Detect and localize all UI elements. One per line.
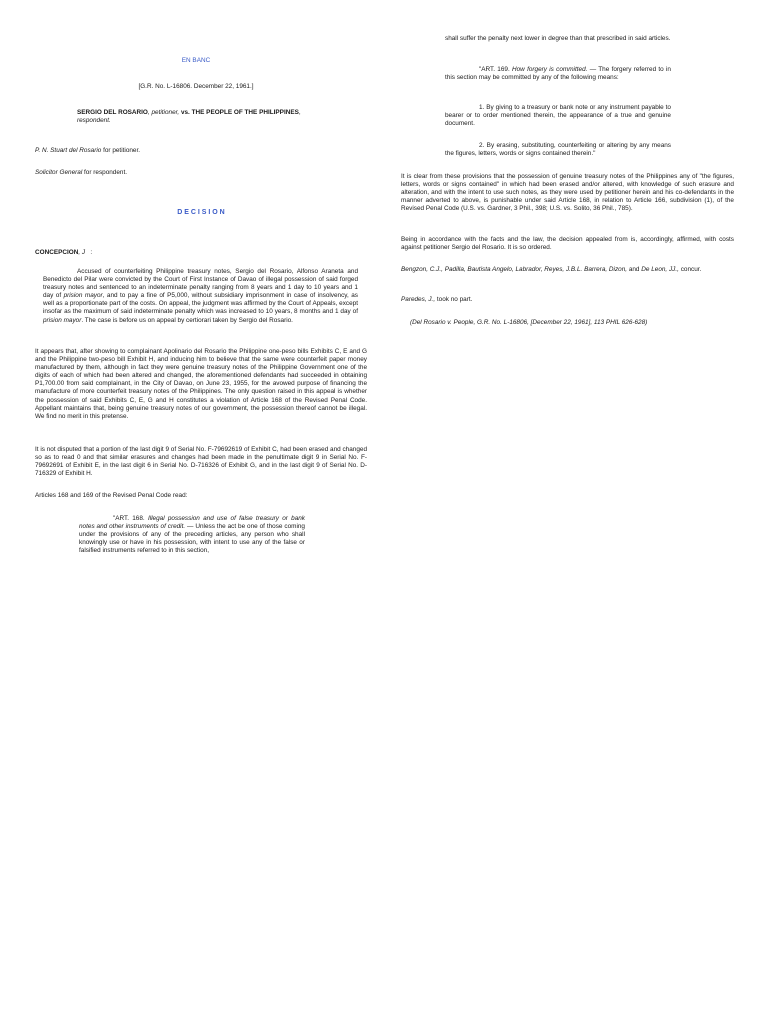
quote-item-1-text: 1. By giving to a treasury or bank note or any instrument payable to bearer or to order mentioned therein, the appearance of a true and genuine document.	[445, 104, 671, 128]
quote-article-168	[79, 515, 305, 555]
paragraph-3	[35, 446, 367, 478]
respondent-role: respondent.	[77, 117, 111, 125]
no-part-note	[401, 296, 734, 304]
quote-168-text: — Unless the act be one of those coming under the provisions of any of the preceding articles, any person who shall knowingly use or have in his possession, with intent to use any of the false or falsified instruments referred to in this section,	[79, 523, 305, 555]
quote-169-title: How forgery is committed.	[512, 66, 588, 73]
versus-label: vs.	[180, 109, 190, 116]
petitioner-counsel	[35, 147, 367, 155]
paragraph-4	[35, 492, 367, 500]
quote-169-label: "ART. 169.	[479, 66, 513, 73]
concurring-last-justice: De Leon, JJ.,	[641, 266, 679, 273]
respondent-name: THE PEOPLE OF THE PHILIPPINES	[191, 109, 299, 116]
quote-item-1	[445, 104, 671, 128]
quote-169-text: — The forgery referred to in this section may be committed by any of the following means:	[445, 66, 671, 82]
no-part-justice: Paredes, J.,	[401, 296, 436, 303]
case-parties: SERGIO DEL ROSARIO, petitioner, vs. THE PEOPLE OF THE PHILIPPINES, respondent.	[77, 109, 301, 125]
petitioner-counsel-suffix: for petitioner.	[101, 147, 141, 154]
citation	[410, 319, 734, 327]
decision-title: D E C I S I O N	[177, 209, 225, 216]
ponente-colon: :	[90, 249, 93, 256]
paragraph-1	[43, 268, 358, 325]
ponente-line	[35, 249, 367, 257]
quote-168-continued-text: shall suffer the penalty next lower in degree than that prescribed in said articles.	[445, 35, 671, 42]
quote-168-label: "ART. 168.	[113, 515, 148, 522]
quote-168-title: Illegal possession and use of false treasury or bank notes and other instruments of credit.	[79, 515, 305, 531]
paragraph-5	[401, 173, 734, 213]
paragraph-2	[35, 348, 367, 421]
quote-item-2	[445, 142, 671, 158]
concur-label: concur.	[680, 266, 702, 273]
paragraph-1-text-c: . The case is before us on appeal by certiorari taken by Sergio del Rosario.	[81, 316, 293, 324]
paragraph-6	[401, 236, 734, 252]
paragraph-1-emphasis-2: prision mayor	[43, 316, 82, 324]
division-heading: EN BANC	[181, 57, 211, 64]
petitioner-role: , petitioner,	[147, 109, 180, 116]
respondent-counsel	[35, 169, 367, 177]
paragraph-2-text: It appears that, after showing to complainant Apolinario del Rosario the Philippine one-peso bills Exhibits C, E and G and the Philippine two-peso bill Exhibit H, and inducing him to believe that the same were counterfeit paper money manufactured by them, although in fact they were genuine treasury notes of the Philippine Government one of the digits of each of which had been altered and changed, the aforementioned defendants had succeeded in obtaining P1,700.00 from said complainant, in the City of Davao, on June 23, 1955, for the avowed purpose of financing the manufacture of more counterfeit treasury notes of the Philippines. The only question raised in this appeal is whether the possession of said Exhibits C, E, G and H constitutes a violation of Article 168 of the Revised Penal Code. Appellant maintains that, being genuine treasury notes of our government, the possession thereof cannot be illegal. We find no merit in this pretense.	[35, 348, 367, 420]
petitioner-name: SERGIO DEL ROSARIO	[77, 109, 148, 116]
quote-article-168-continued	[445, 35, 671, 43]
no-part-text: took no part.	[435, 296, 473, 303]
concurrence-and: and	[627, 266, 642, 273]
respondent-counsel-suffix: for respondent.	[82, 169, 128, 176]
concurring-justices: Bengzon, C.J., Padilla, Bautista Angelo, Labrador, Reyes, J.B.L. Barrera, Dizon,	[401, 266, 628, 273]
paragraph-1-emphasis-1: prision mayor	[63, 292, 103, 300]
respondent-counsel-name: Solicitor General	[35, 169, 83, 176]
paragraph-4-text: Articles 168 and 169 of the Revised Penal Code read:	[35, 492, 188, 499]
concurrence	[401, 266, 734, 274]
quote-article-169	[445, 66, 671, 82]
ponente-suffix: , J	[78, 249, 86, 256]
quote-item-2-text: 2. By erasing, substituting, counterfeiting or altering by any means the figures, letters, words or signs contained therein."	[445, 142, 671, 158]
petitioner-counsel-name: P. N. Stuart del Rosario	[35, 147, 102, 154]
paragraph-5-text: It is clear from these provisions that the possession of genuine treasury notes of the Philippines any of "the figures, letters, words or signs contained" in which had been erased and/or altered, with knowledge of such erasure and alteration, and with the intent to use such notes, as they were used by petitioner herein and his co-defendants in the manner adverted to above, is punishable under said Article 168, in relation to Article 166, subdivision (1), of the Revised Penal Code (U.S. vs. Gardner, 3 Phil., 398; U.S. vs. Solito, 36 Phil., 785).	[401, 173, 734, 213]
citation-text: (Del Rosario v. People, G.R. No. L-16806, [December 22, 1961], 113 PHIL 626-628)	[410, 319, 648, 326]
case-reference: [G.R. No. L-16806. December 22, 1961.]	[138, 83, 254, 90]
paragraph-1-text-b: , and to pay a fine of P5,000, without subsidiary imprisonment in case of insolvency, as well as a proportionate part of the costs. On appeal, the judgment was affirmed by the Court of Appeals, except insofar as the maximum of said indeterminate penalty which was increased to 10 years, 8 months and 1 day of	[43, 292, 359, 316]
paragraph-6-text: Being in accordance with the facts and the law, the decision appealed from is, accordingly, affirmed, with costs against petitioner Sergio del Rosario. It is so ordered.	[401, 236, 734, 252]
paragraph-1-text-a: Accused of counterfeiting Philippine treasury notes, Sergio del Rosario, Alfonso Araneta and Benedicto del Pilar were convicted by the Court of First Instance of Davao of illegal possession of said forged treasury notes and sentenced to an indeterminate penalty ranging from 8 years and 1 day to 10 years and 1 day of	[43, 268, 358, 300]
ponente-name: CONCEPCION	[35, 249, 79, 256]
paragraph-3-text: It is not disputed that a portion of the last digit 9 of Serial No. F-79692619 of Exhibit C, had been erased and changed so as to read 0 and that similar erasures and changes had been made in the penultimate digit 9 in Serial No. F-79692691 of Exhibit E, in the last digit 6 in Serial No. D-716326 of Exhibit G, and in the last digit 9 of Serial No. D-716329 of Exhibit H.	[35, 446, 367, 478]
